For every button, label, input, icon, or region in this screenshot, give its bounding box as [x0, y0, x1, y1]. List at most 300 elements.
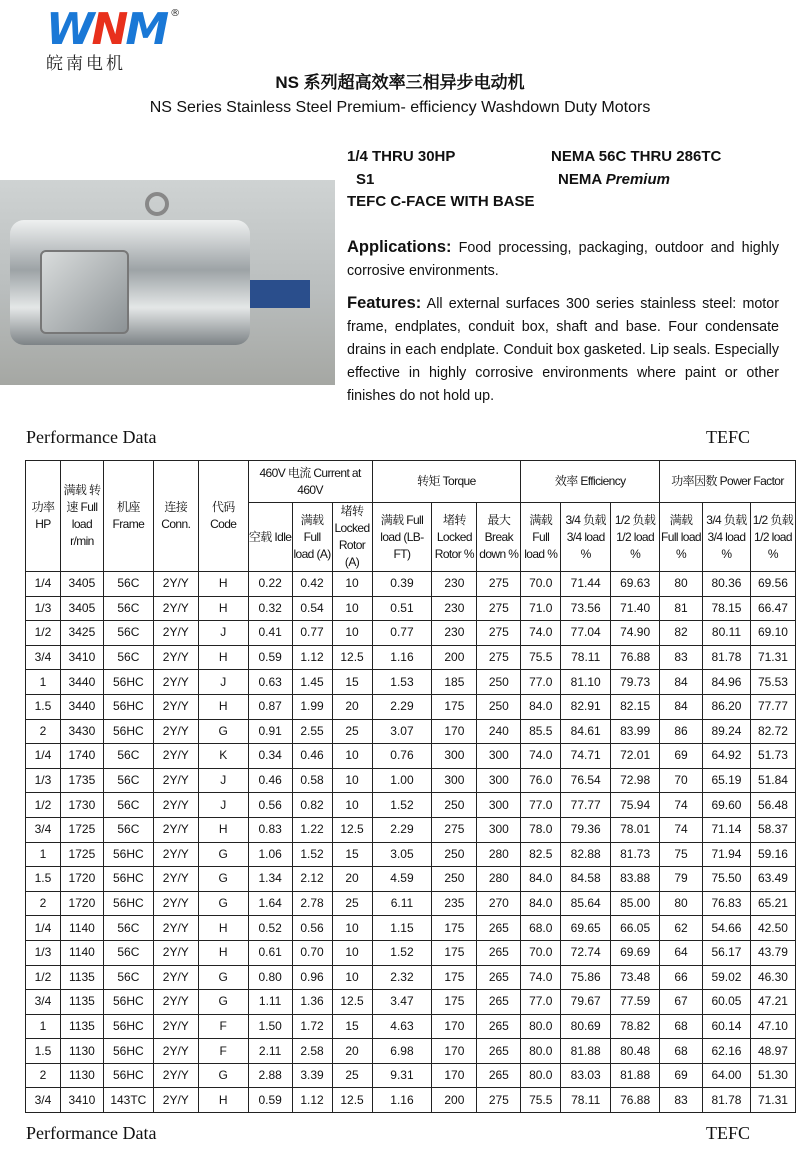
spec-nema-frame: NEMA 56C THRU 286TC — [551, 148, 722, 165]
table-cell: F — [198, 1039, 248, 1064]
table-cell: 300 — [477, 793, 521, 818]
table-cell: 42.50 — [750, 916, 795, 941]
table-cell: 0.77 — [292, 621, 332, 646]
table-cell: 250 — [432, 842, 477, 867]
table-cell: 71.94 — [703, 842, 751, 867]
table-cell: 83 — [660, 645, 703, 670]
table-cell: 1.64 — [248, 891, 292, 916]
table-cell: 3425 — [60, 621, 103, 646]
table-cell: 20 — [332, 1039, 372, 1064]
table-row — [26, 965, 796, 990]
table-cell: 10 — [332, 965, 372, 990]
table-cell: 0.54 — [292, 596, 332, 621]
table-cell: 0.91 — [248, 719, 292, 744]
table-cell: 46.30 — [750, 965, 795, 990]
table-cell: 73.56 — [561, 596, 611, 621]
table-cell: 275 — [477, 621, 521, 646]
table-row — [26, 694, 796, 719]
table-cell: 74 — [660, 793, 703, 818]
table-cell: 2Y/Y — [153, 621, 198, 646]
table-cell: 56HC — [103, 719, 153, 744]
table-cell: 74.71 — [561, 744, 611, 769]
table-cell: 51.84 — [750, 768, 795, 793]
table-cell: H — [198, 916, 248, 941]
table-cell: 66.47 — [750, 596, 795, 621]
table-cell: 275 — [477, 645, 521, 670]
table-cell: 56HC — [103, 1063, 153, 1088]
title-cn: NS 系列超高效率三相异步电动机 — [275, 73, 525, 92]
table-cell: 2.11 — [248, 1039, 292, 1064]
table-cell: 75.50 — [703, 867, 751, 892]
table-cell: 77.59 — [611, 990, 660, 1015]
table-cell: 80 — [660, 891, 703, 916]
table-cell: 69.65 — [561, 916, 611, 941]
table-cell: 1/2 — [26, 965, 61, 990]
table-cell: 1.36 — [292, 990, 332, 1015]
table-cell: 10 — [332, 744, 372, 769]
table-cell: 1140 — [60, 916, 103, 941]
table-cell: 62.16 — [703, 1039, 751, 1064]
table-cell: 71.40 — [611, 596, 660, 621]
table-cell: 80.48 — [611, 1039, 660, 1064]
table-row — [26, 990, 796, 1015]
table-cell: 56C — [103, 965, 153, 990]
table-cell: 0.52 — [248, 916, 292, 941]
table-cell: 280 — [477, 842, 521, 867]
table-cell: H — [198, 572, 248, 597]
table-cell: 1.99 — [292, 694, 332, 719]
table-cell: 74.90 — [611, 621, 660, 646]
table-cell: 1.72 — [292, 1014, 332, 1039]
table-cell: 1.34 — [248, 867, 292, 892]
table-row — [26, 768, 796, 793]
table-cell: 1130 — [60, 1039, 103, 1064]
table-cell: 0.32 — [248, 596, 292, 621]
table-cell: 1/2 — [26, 793, 61, 818]
table-cell: 67 — [660, 990, 703, 1015]
table-cell: 12.5 — [332, 645, 372, 670]
table-cell: 2.58 — [292, 1039, 332, 1064]
table-cell: 71.0 — [521, 596, 561, 621]
table-cell: 1/4 — [26, 744, 61, 769]
table-cell: 2Y/Y — [153, 719, 198, 744]
table-cell: 1.5 — [26, 1039, 61, 1064]
table-cell: 0.76 — [372, 744, 432, 769]
table-cell: 1/3 — [26, 940, 61, 965]
table-cell: 82.5 — [521, 842, 561, 867]
table-row — [26, 1039, 796, 1064]
group-power-factor: 功率因数 Power Factor — [660, 461, 796, 503]
table-cell: 170 — [432, 719, 477, 744]
table-cell: 84.58 — [561, 867, 611, 892]
table-cell: 51.30 — [750, 1063, 795, 1088]
table-cell: 84 — [660, 694, 703, 719]
table-cell: 1.06 — [248, 842, 292, 867]
table-cell: 3.07 — [372, 719, 432, 744]
table-cell: 74.0 — [521, 621, 561, 646]
table-cell: 81.10 — [561, 670, 611, 695]
table-cell: 84.0 — [521, 867, 561, 892]
table-cell: 1 — [26, 1014, 61, 1039]
table-cell: 0.22 — [248, 572, 292, 597]
table-cell: 56HC — [103, 1014, 153, 1039]
table-cell: 1135 — [60, 1014, 103, 1039]
table-cell: 58.37 — [750, 817, 795, 842]
table-cell: 265 — [477, 965, 521, 990]
spec-enclosure: TEFC C-FACE WITH BASE — [347, 193, 535, 210]
table-cell: 1.50 — [248, 1014, 292, 1039]
table-cell: 1/3 — [26, 768, 61, 793]
table-cell: 77.0 — [521, 670, 561, 695]
table-cell: 66.05 — [611, 916, 660, 941]
table-cell: 2 — [26, 891, 61, 916]
table-cell: 82 — [660, 621, 703, 646]
table-cell: 68.0 — [521, 916, 561, 941]
table-cell: 56HC — [103, 694, 153, 719]
table-cell: 230 — [432, 621, 477, 646]
table-cell: 170 — [432, 1014, 477, 1039]
table-cell: 1.16 — [372, 645, 432, 670]
table-cell: 63.49 — [750, 867, 795, 892]
table-cell: 70.0 — [521, 572, 561, 597]
table-cell: 79 — [660, 867, 703, 892]
table-row — [26, 1014, 796, 1039]
table-cell: G — [198, 891, 248, 916]
table-cell: 1 — [26, 670, 61, 695]
table-cell: 0.46 — [292, 744, 332, 769]
table-cell: 69 — [660, 1063, 703, 1088]
table-cell: 86.20 — [703, 694, 751, 719]
table-cell: 47.21 — [750, 990, 795, 1015]
table-cell: 1/2 — [26, 621, 61, 646]
table-cell: 25 — [332, 891, 372, 916]
table-cell: 4.59 — [372, 867, 432, 892]
table-row — [26, 596, 796, 621]
table-cell: 4.63 — [372, 1014, 432, 1039]
table-cell: 80 — [660, 572, 703, 597]
table-cell: 1.53 — [372, 670, 432, 695]
table-cell: 300 — [477, 744, 521, 769]
table-cell: 1130 — [60, 1063, 103, 1088]
table-cell: 10 — [332, 596, 372, 621]
table-cell: 0.42 — [292, 572, 332, 597]
table-cell: 78.11 — [561, 1088, 611, 1113]
table-cell: 6.98 — [372, 1039, 432, 1064]
table-cell: F — [198, 1014, 248, 1039]
table-cell: 175 — [432, 990, 477, 1015]
table-cell: 56HC — [103, 867, 153, 892]
table-cell: J — [198, 621, 248, 646]
table-row — [26, 793, 796, 818]
table-cell: 10 — [332, 916, 372, 941]
table-cell: 300 — [477, 817, 521, 842]
table-cell: 1.52 — [372, 940, 432, 965]
table-cell: 3.39 — [292, 1063, 332, 1088]
table-cell: H — [198, 596, 248, 621]
table-cell: 1.5 — [26, 694, 61, 719]
wnm-logo: WNM ® 皖南电机 — [46, 4, 181, 73]
table-cell: 230 — [432, 572, 477, 597]
table-cell: 56HC — [103, 990, 153, 1015]
table-cell: 59.16 — [750, 842, 795, 867]
table-cell: 56C — [103, 621, 153, 646]
table-cell: 1.15 — [372, 916, 432, 941]
table-cell: H — [198, 1088, 248, 1113]
tefc-top: TEFC — [706, 427, 751, 447]
table-cell: H — [198, 940, 248, 965]
table-cell: 1.16 — [372, 1088, 432, 1113]
table-cell: 76.88 — [611, 1088, 660, 1113]
table-cell: 71.31 — [750, 645, 795, 670]
table-cell: 12.5 — [332, 817, 372, 842]
table-cell: 2.12 — [292, 867, 332, 892]
table-cell: 65.21 — [750, 891, 795, 916]
table-row — [26, 572, 796, 597]
table-cell: 10 — [332, 572, 372, 597]
table-cell: 10 — [332, 793, 372, 818]
table-cell: 80.0 — [521, 1014, 561, 1039]
table-cell: 15 — [332, 842, 372, 867]
table-cell: 20 — [332, 867, 372, 892]
table-cell: 74 — [660, 817, 703, 842]
table-cell: 230 — [432, 596, 477, 621]
table-cell: 2Y/Y — [153, 1039, 198, 1064]
table-cell: 275 — [477, 572, 521, 597]
table-cell: 0.46 — [248, 768, 292, 793]
table-cell: 69.63 — [611, 572, 660, 597]
table-cell: 1.11 — [248, 990, 292, 1015]
col-frame: 机座 Frame — [103, 461, 153, 572]
table-cell: 170 — [432, 1039, 477, 1064]
table-cell: 6.11 — [372, 891, 432, 916]
col-code: 代码 Code — [198, 461, 248, 572]
table-cell: 78.15 — [703, 596, 751, 621]
table-cell: 3405 — [60, 596, 103, 621]
table-cell: J — [198, 768, 248, 793]
table-cell: 1135 — [60, 965, 103, 990]
table-cell: 3/4 — [26, 1088, 61, 1113]
motor-photo — [0, 180, 335, 385]
table-row — [26, 1088, 796, 1113]
table-cell: 65.19 — [703, 768, 751, 793]
table-cell: 72.98 — [611, 768, 660, 793]
performance-table — [25, 460, 796, 1113]
applications: Applications: Food processing, packaging, outdoor and highly corrosive environments. — [347, 238, 779, 279]
table-cell: 280 — [477, 867, 521, 892]
table-cell: 56HC — [103, 670, 153, 695]
table-cell: 69.10 — [750, 621, 795, 646]
table-cell: 89.24 — [703, 719, 751, 744]
table-cell: G — [198, 719, 248, 744]
table-cell: 81.88 — [561, 1039, 611, 1064]
table-cell: 10 — [332, 621, 372, 646]
table-cell: 250 — [432, 867, 477, 892]
table-cell: 265 — [477, 940, 521, 965]
spec-hp: 1/4 THRU 30HP — [347, 148, 456, 165]
table-cell: 265 — [477, 916, 521, 941]
table-row — [26, 645, 796, 670]
table-cell: 84.0 — [521, 891, 561, 916]
table-cell: 0.61 — [248, 940, 292, 965]
table-cell: 56HC — [103, 1039, 153, 1064]
table-cell: 56HC — [103, 891, 153, 916]
table-cell: 56C — [103, 768, 153, 793]
table-cell: 77.04 — [561, 621, 611, 646]
table-cell: 170 — [432, 1063, 477, 1088]
table-cell: 56C — [103, 645, 153, 670]
table-cell: 69.56 — [750, 572, 795, 597]
table-cell: 82.72 — [750, 719, 795, 744]
table-cell: 70 — [660, 768, 703, 793]
table-cell: 1.00 — [372, 768, 432, 793]
group-torque: 转矩 Torque — [372, 461, 521, 503]
table-cell: J — [198, 793, 248, 818]
table-cell: 143TC — [103, 1088, 153, 1113]
table-cell: 70.0 — [521, 940, 561, 965]
table-cell: 78.11 — [561, 645, 611, 670]
table-cell: 77.77 — [561, 793, 611, 818]
table-cell: 1.12 — [292, 645, 332, 670]
perf-label-top: Performance Data — [26, 427, 157, 447]
table-cell: 175 — [432, 965, 477, 990]
table-row — [26, 719, 796, 744]
table-cell: 2.29 — [372, 694, 432, 719]
table-cell: 56C — [103, 744, 153, 769]
col-t-full: 满载 Full load (LB-FT) — [372, 503, 432, 572]
table-cell: 1.12 — [292, 1088, 332, 1113]
table-cell: 3/4 — [26, 645, 61, 670]
table-cell: 83.99 — [611, 719, 660, 744]
col-t-bd: 最大 Break down % — [477, 503, 521, 572]
table-cell: 75 — [660, 842, 703, 867]
table-cell: 0.77 — [372, 621, 432, 646]
table-cell: 3410 — [60, 1088, 103, 1113]
table-cell: 2Y/Y — [153, 694, 198, 719]
table-cell: 2Y/Y — [153, 867, 198, 892]
perf-label-bottom: Performance Data — [26, 1123, 157, 1143]
table-cell: 84.61 — [561, 719, 611, 744]
table-cell: 79.36 — [561, 817, 611, 842]
table-cell: 0.87 — [248, 694, 292, 719]
table-cell: 2 — [26, 1063, 61, 1088]
table-cell: 78.82 — [611, 1014, 660, 1039]
table-row — [26, 842, 796, 867]
table-cell: 300 — [477, 768, 521, 793]
table-cell: 56C — [103, 916, 153, 941]
table-cell: G — [198, 1063, 248, 1088]
table-cell: 250 — [477, 670, 521, 695]
table-row — [26, 1063, 796, 1088]
table-cell: 3/4 — [26, 990, 61, 1015]
table-cell: 265 — [477, 1014, 521, 1039]
table-cell: 73.48 — [611, 965, 660, 990]
table-cell: 0.83 — [248, 817, 292, 842]
table-cell: 2Y/Y — [153, 768, 198, 793]
table-cell: 200 — [432, 1088, 477, 1113]
table-cell: 240 — [477, 719, 521, 744]
table-cell: 2.32 — [372, 965, 432, 990]
col-e-full: 满载 Full load % — [521, 503, 561, 572]
table-cell: 1.52 — [292, 842, 332, 867]
table-cell: 2Y/Y — [153, 596, 198, 621]
table-cell: 2.88 — [248, 1063, 292, 1088]
table-cell: 2Y/Y — [153, 842, 198, 867]
table-cell: 265 — [477, 1063, 521, 1088]
table-cell: 0.56 — [292, 916, 332, 941]
table-cell: 0.59 — [248, 1088, 292, 1113]
table-cell: 56C — [103, 596, 153, 621]
table-cell: J — [198, 670, 248, 695]
table-cell: 3.05 — [372, 842, 432, 867]
table-cell: 69 — [660, 744, 703, 769]
table-cell: 77.77 — [750, 694, 795, 719]
table-cell: 1.5 — [26, 867, 61, 892]
table-row — [26, 744, 796, 769]
table-cell: 59.02 — [703, 965, 751, 990]
table-cell: 71.31 — [750, 1088, 795, 1113]
table-cell: 76.88 — [611, 645, 660, 670]
table-cell: 2Y/Y — [153, 1088, 198, 1113]
table-cell: 2Y/Y — [153, 916, 198, 941]
table-cell: 10 — [332, 940, 372, 965]
table-cell: 200 — [432, 645, 477, 670]
table-cell: 2.78 — [292, 891, 332, 916]
table-cell: 0.96 — [292, 965, 332, 990]
table-cell: 25 — [332, 719, 372, 744]
tefc-bottom: TEFC — [706, 1123, 751, 1143]
table-cell: 1/3 — [26, 596, 61, 621]
table-cell: 85.64 — [561, 891, 611, 916]
table-cell: 275 — [432, 817, 477, 842]
table-cell: 74.0 — [521, 965, 561, 990]
table-cell: 0.56 — [248, 793, 292, 818]
table-cell: 60.14 — [703, 1014, 751, 1039]
col-cur-lr: 堵转 Locked Rotor (A) — [332, 503, 372, 572]
table-cell: 2Y/Y — [153, 744, 198, 769]
table-cell: 15 — [332, 1014, 372, 1039]
table-cell: 250 — [432, 793, 477, 818]
table-cell: 0.41 — [248, 621, 292, 646]
table-cell: 86 — [660, 719, 703, 744]
table-cell: 250 — [477, 694, 521, 719]
table-cell: 0.82 — [292, 793, 332, 818]
spec-duty: S1 — [356, 171, 375, 188]
table-cell: 77.0 — [521, 793, 561, 818]
group-current: 460V 电流 Current at 460V — [248, 461, 372, 503]
table-cell: 1/4 — [26, 916, 61, 941]
table-cell: 82.88 — [561, 842, 611, 867]
table-cell: 75.86 — [561, 965, 611, 990]
table-cell: 81.78 — [703, 645, 751, 670]
table-cell: 69.69 — [611, 940, 660, 965]
table-cell: 2Y/Y — [153, 572, 198, 597]
table-cell: G — [198, 965, 248, 990]
table-cell: 56C — [103, 940, 153, 965]
table-cell: 20 — [332, 694, 372, 719]
table-cell: 56C — [103, 817, 153, 842]
table-cell: 72.01 — [611, 744, 660, 769]
table-cell: 3405 — [60, 572, 103, 597]
table-cell: 69.60 — [703, 793, 751, 818]
table-cell: 175 — [432, 694, 477, 719]
table-cell: 83.03 — [561, 1063, 611, 1088]
table-cell: 78.01 — [611, 817, 660, 842]
table-cell: 80.0 — [521, 1039, 561, 1064]
table-cell: 85.5 — [521, 719, 561, 744]
table-cell: 81.88 — [611, 1063, 660, 1088]
table-cell: 2Y/Y — [153, 940, 198, 965]
table-cell: 83.88 — [611, 867, 660, 892]
